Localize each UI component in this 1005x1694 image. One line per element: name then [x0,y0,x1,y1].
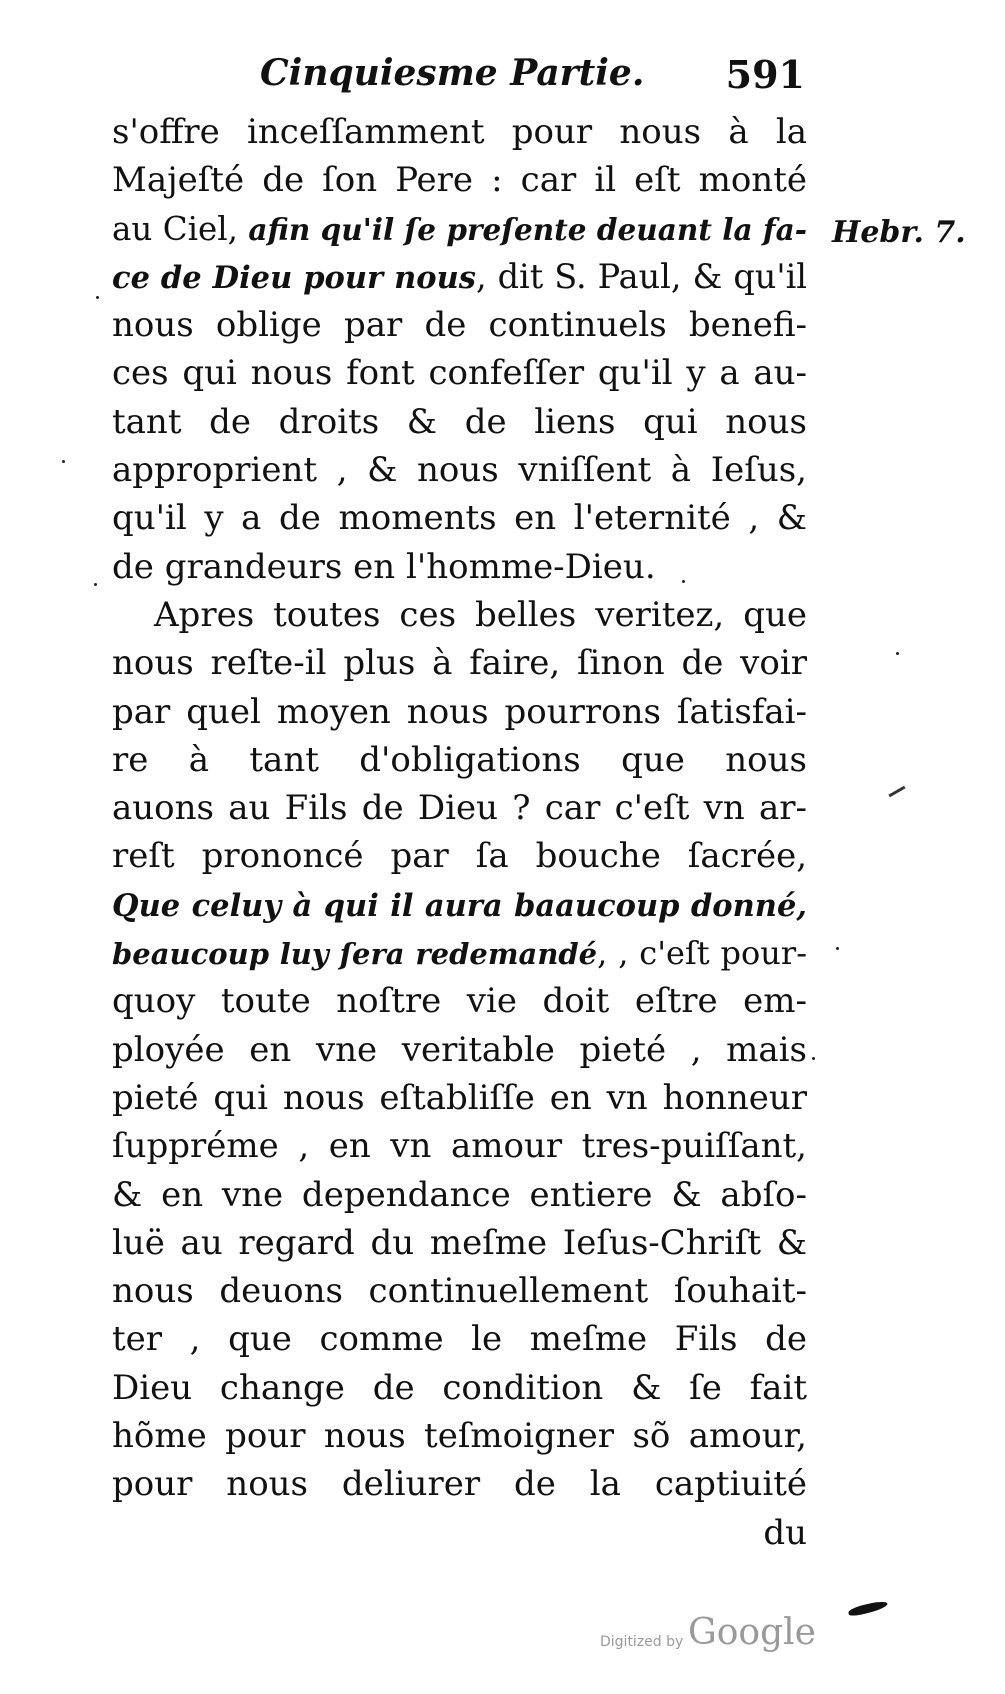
text-line [112,494,807,542]
text-run: qu'il y a de moments en l'eternité , & [112,498,807,539]
text-line [112,688,807,736]
italic-quotation: ce de Dieu pour nous [112,259,476,296]
body-text [112,108,807,1557]
text-line [112,1171,807,1219]
text-line [112,1364,807,1412]
text-line [112,591,807,639]
text-line [112,253,807,301]
text-line [112,1074,807,1122]
text-line [112,349,807,397]
italic-quotation: afin qu'il ſe preſente deuant la fa- [248,211,807,247]
italic-quotation: beaucoup luy ſera redemandé [112,937,598,972]
text-line [112,639,807,687]
text-line [112,156,807,204]
text-run: s'offre inceſſamment pour nous à la [112,112,807,152]
text-line [112,1026,807,1074]
text-run: Dieu change de condition & ſe fait [112,1367,807,1408]
scan-speck [682,580,685,583]
text-line [112,1460,807,1508]
text-run: pour nous deliurer de la captiuité [112,1464,807,1505]
text-run: , , c'eſt pour- [597,934,808,973]
text-run: ter , que comme le meſme Fils de [112,1319,807,1360]
text-line [112,1315,807,1363]
text-run: reſt prononcé par ſa bouche ſacrée, [112,836,807,877]
text-run: nous deuons continuellement ſouhait- [112,1271,807,1312]
text-run: du [763,1512,807,1553]
text-run: approprient , & nous vniſſent à Ieſus, [112,450,807,491]
text-run: & en vne dependance entiere & abſo- [112,1174,807,1215]
text-run: auons au Fils de Dieu ? car c'eſt vn ar- [112,788,807,829]
italic-quotation: Que celuy à qui il aura baaucoup donné, [112,887,807,924]
text-line [112,398,807,446]
text-run: de grandeurs en l'homme-Dieu. [112,546,656,587]
text-run: ſuppréme , en vn amour tres-puiſſant, [112,1126,807,1167]
running-head: Cinquiesme Partie. [260,52,645,94]
text-line [112,881,807,929]
text-run: hõme pour nous teſmoigner sõ amour, [112,1416,807,1457]
text-line [112,1267,807,1315]
text-run: nous oblige par de continuels benefi- [112,305,807,346]
page-number: 591 [725,52,805,97]
text-line [112,108,807,156]
scan-speck [836,947,839,950]
scan-speck [896,652,899,655]
text-run: re à tant d'obligations que nous [112,739,807,780]
text-run: par quel moyen nous pourrons ſatisfai- [112,691,807,732]
text-line [112,1412,807,1460]
text-line [112,205,807,253]
text-run: quoy toute noſtre vie doit eſtre em- [112,981,807,1022]
scan-speck [96,296,99,299]
text-line [112,784,807,832]
text-line [112,1219,807,1267]
scan-mark [888,786,905,798]
page-header [250,52,805,102]
text-line [112,832,807,880]
text-run: ployée en vne veritable pieté , mais [112,1029,807,1070]
google-logo-text: Google [688,1612,816,1653]
scan-speck [94,583,97,586]
text-line [112,446,807,494]
watermark-small-text: Digitized by [600,1634,684,1650]
text-line [112,929,807,977]
text-run: tant de droits & de liens qui nous [112,401,807,442]
text-run: luë au regard du meſme Ieſus-Chriſt & [112,1222,807,1263]
text-run: Apres toutes ces belles veritez, que [154,594,807,635]
text-line [112,977,807,1025]
text-line [112,301,807,349]
margin-note: Hebr. 7. [832,215,966,250]
text-run: pieté qui nous eſtabliſſe en vn honneur [112,1077,807,1118]
scan-speck [62,460,65,463]
text-run: , dit S. Paul, & qu'il [475,256,808,296]
text-run: nous reſte-il plus à faire, ſinon de voir [112,643,807,684]
text-run: au Ciel, [112,209,249,248]
text-run: Majeſté de ſon Pere : car il eſt monté [112,160,807,201]
scan-speck [812,1057,815,1060]
text-line [112,1122,807,1170]
text-line [112,543,807,591]
digitized-watermark [600,1612,860,1660]
text-line [112,736,807,784]
text-line [112,1509,807,1557]
text-run: ces qui nous font confeſſer qu'il y a au- [112,353,807,394]
